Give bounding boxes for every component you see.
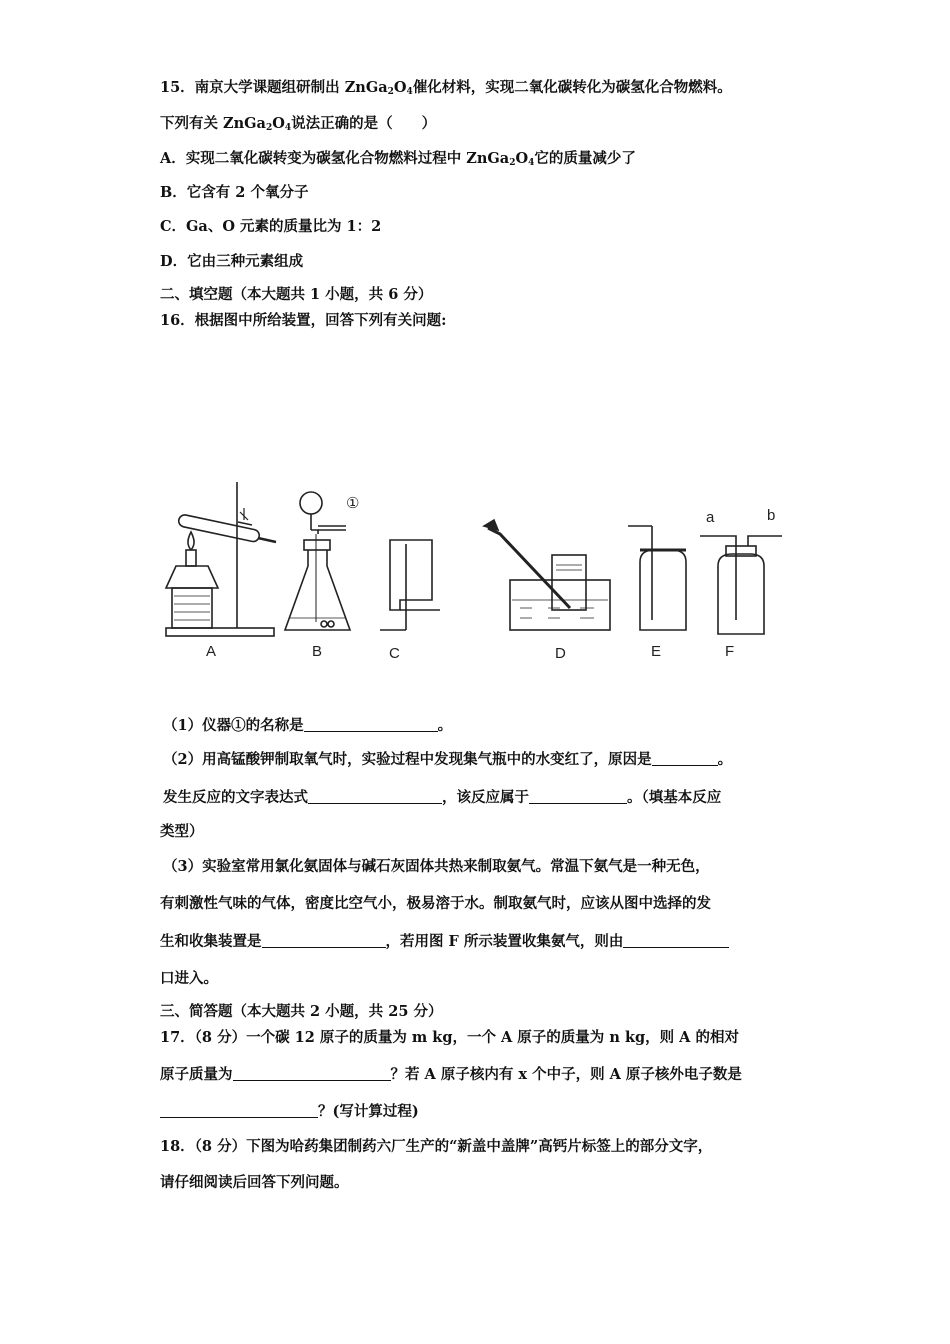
answer-blank[interactable] bbox=[304, 717, 438, 732]
label-c: C bbox=[389, 645, 400, 662]
answer-blank[interactable] bbox=[308, 789, 442, 804]
q18-line2: 请仔细阅读后回答下列问题。 bbox=[160, 1174, 349, 1191]
section3-heading: 三、简答题（本大题共 2 小题，共 25 分） bbox=[160, 1003, 443, 1020]
q18-line1: 18．（8 分）下图为哈药集团制药六厂生产的“新盖中盖牌”高钙片标签上的部分文字， bbox=[160, 1138, 713, 1155]
q16-part3-line1: （3）实验室常用氯化氨固体与碱石灰固体共热来制取氨气。常温下氨气是一种无色， bbox=[163, 858, 710, 875]
answer-blank[interactable] bbox=[529, 789, 627, 804]
q16-part2c: 类型） bbox=[160, 823, 204, 840]
q16-part3-line2: 有刺激性气味的气体，密度比空气小，极易溶于水。制取氨气时，应该从图中选择的发 bbox=[160, 895, 711, 912]
apparatus-d bbox=[484, 520, 610, 630]
q17-line3: ？(写计算过程) bbox=[160, 1102, 419, 1122]
figure-labels bbox=[206, 495, 775, 662]
answer-blank[interactable] bbox=[652, 751, 718, 766]
apparatus-c bbox=[380, 540, 440, 630]
instrument-1-marker: ① bbox=[346, 495, 360, 512]
q15-stem-line2: 下列有关 $ZnGa_2O_4$说法正确的是（ ） bbox=[160, 115, 437, 133]
q17-line2: 原子质量为 ？若 A 原子核内有 x 个中子，则 A 原子核外电子数是 bbox=[160, 1066, 742, 1083]
answer-blank[interactable] bbox=[262, 933, 386, 948]
answer-blank[interactable] bbox=[623, 933, 729, 948]
q16-part3-line3: 生和收集装置是 ，若用图 F 所示装置收集氨气，则由 bbox=[160, 932, 729, 952]
q15-stem-line1: 15．南京大学课题组研制出 $ZnGa_2O_4$催化材料，实现二氧化碳转化为碳氢化合物燃料。 bbox=[160, 79, 732, 97]
apparatus-figure bbox=[0, 470, 950, 670]
apparatus-b bbox=[285, 492, 350, 630]
q15-option-a[interactable]: A．实现二氧化碳转变为碳氢化合物燃料过程中 $ZnGa_2O_4$它的质量减少了 bbox=[160, 150, 636, 168]
q15-option-b[interactable]: B．它含有 2 个氧分子 bbox=[160, 184, 309, 201]
q15-option-d[interactable]: D．它由三种元素组成 bbox=[160, 253, 304, 270]
apparatus-a bbox=[166, 482, 276, 636]
label-f: F bbox=[725, 643, 735, 660]
port-b-label: b bbox=[767, 507, 776, 524]
apparatus-f bbox=[700, 536, 782, 634]
q15-option-c[interactable]: C．Ga、O 元素的质量比为 1：2 bbox=[160, 218, 382, 235]
label-d: D bbox=[555, 645, 566, 662]
label-a: A bbox=[206, 643, 217, 660]
answer-blank[interactable] bbox=[233, 1066, 391, 1081]
q16-stem: 16．根据图中所给装置，回答下列有关问题: bbox=[160, 312, 447, 329]
label-b: B bbox=[312, 643, 323, 660]
q16-part3-line4: 口进入。 bbox=[160, 970, 218, 987]
answer-blank[interactable] bbox=[160, 1103, 318, 1118]
section2-heading: 二、填空题（本大题共 1 小题，共 6 分） bbox=[160, 286, 433, 303]
q16-part2b: 发生反应的文字表达式 ，该反应属于 。（填基本反应 bbox=[163, 789, 722, 806]
q16-part1: （1）仪器①的名称是 。 bbox=[163, 717, 453, 734]
port-a-label: a bbox=[706, 509, 715, 526]
q17-line1: 17．（8 分）一个碳 12 原子的质量为 m kg，一个 A 原子的质量为 n kg，则 A 的相对 bbox=[160, 1029, 739, 1046]
apparatus-e bbox=[628, 526, 686, 630]
q16-part2: （2）用高锰酸钾制取氧气时，实验过程中发现集气瓶中的水变红了，原因是 。 bbox=[163, 751, 733, 768]
label-e: E bbox=[651, 643, 662, 660]
